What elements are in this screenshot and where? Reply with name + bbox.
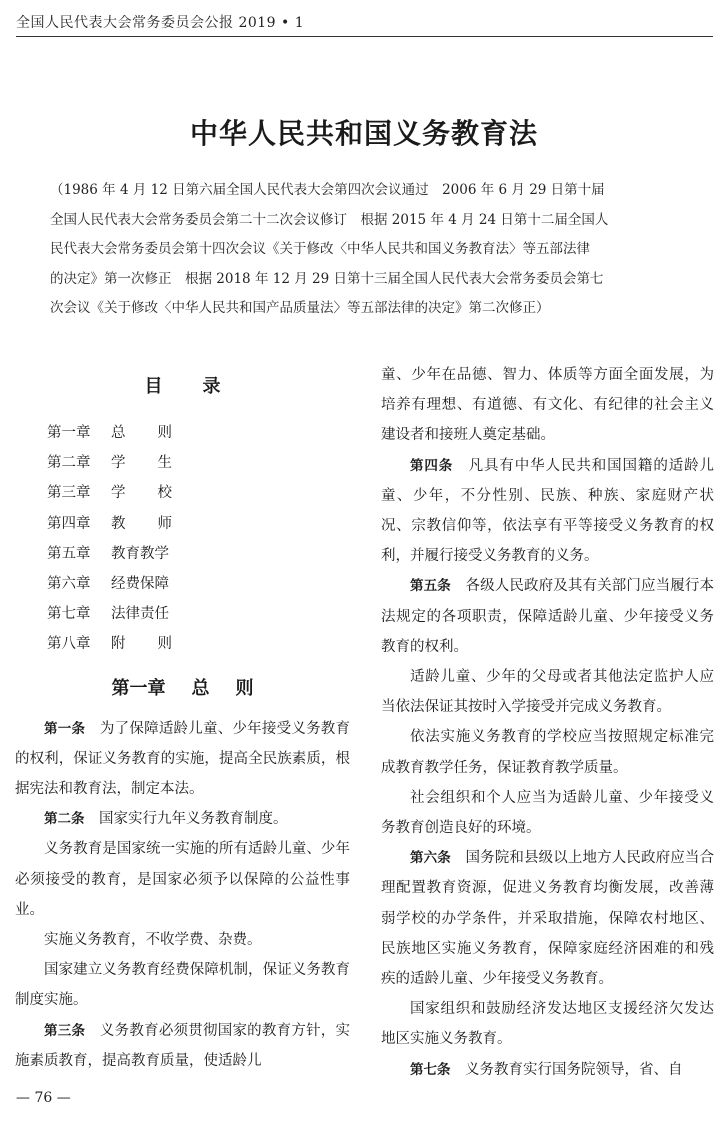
chapter-number: 第一章 (111, 677, 166, 699)
toc-title: 目录 (144, 376, 261, 397)
history-line: 民代表大会常务委员会第十四次会议《关于修改〈中华人民共和国义务教育法〉等五部法律 (50, 241, 590, 257)
toc-item (15, 509, 350, 539)
article-paragraph (381, 722, 714, 782)
left-column (15, 372, 350, 1076)
article-text: 为了保障适龄儿童、少年接受义务教育的权利，保证义务教育的实施，提高全民族素质，根据宪法和教育法，制定本法。 (15, 720, 351, 797)
article-text: 国务院和县级以上地方人民政府应当合理配置教育资源，促进义务教育均衡发展，改善薄弱学校的办学条件，并采取措施，保障农村地区、民族地区实施义务教育，保障家庭经济困难的和残疾的适龄儿童、少年接受义务教育。 (381, 850, 714, 988)
article-label: 第七条 (410, 1061, 451, 1078)
page-number: — 76 — (16, 1090, 71, 1106)
article-label: 第四条 (410, 457, 454, 474)
article-paragraph (381, 843, 714, 994)
article-paragraph (381, 662, 714, 722)
article-label: 第六条 (410, 850, 451, 867)
article-text: 适龄儿童、少年的父母或者其他法定监护人应当依法保证其按时入学接受并完成义务教育。 (381, 669, 714, 716)
article-text: 国家组织和鼓励经济发达地区支援经济欠发达地区实施义务教育。 (381, 1001, 714, 1048)
article-label: 第一条 (44, 720, 86, 737)
toc-item-number: 第五章 (47, 545, 91, 562)
article-text: 义务教育是国家统一实施的所有适龄儿童、少年必须接受的教育，是国家必须予以保障的公益性事业。 (15, 841, 350, 918)
article-text: 国家建立义务教育经费保障机制，保证义务教育制度实施。 (15, 962, 350, 1009)
article-paragraph (381, 783, 714, 843)
toc-item-name: 总则 (111, 425, 204, 441)
toc-item-number: 第八章 (47, 636, 91, 653)
article-paragraph (15, 1016, 350, 1076)
toc-item-name: 法律责任 (111, 606, 169, 623)
article-text: 社会组织和个人应当为适龄儿童、少年接受义务教育创造良好的环境。 (381, 789, 714, 837)
toc-item-name: 教育教学 (111, 545, 169, 562)
toc-item (15, 629, 350, 659)
chapter-name-part: 总 (191, 677, 210, 699)
law-title: 中华人民共和国义务教育法 (189, 117, 538, 150)
article-text: 义务教育必须贯彻国家的教育方针，实施素质教育，提高教育质量，使适龄儿 (15, 1022, 351, 1069)
article-paragraph (15, 714, 350, 805)
toc-item-name: 教师 (111, 515, 204, 532)
toc-item-number: 第四章 (47, 515, 91, 532)
toc-item (15, 478, 350, 508)
chapter-name-part: 则 (235, 677, 254, 699)
toc-item-number: 第二章 (47, 455, 91, 472)
toc-item (15, 418, 350, 448)
article-paragraph (15, 804, 350, 834)
toc-item-number: 第七章 (47, 606, 91, 623)
article-paragraph (15, 834, 350, 925)
article-text: 凡具有中华人民共和国国籍的适龄儿童、少年，不分性别、民族、种族、家庭财产状况、宗教信仰等，依法享有平等接受义务教育的权利，并履行接受义务教育的义务。 (381, 457, 715, 565)
article-label: 第五条 (410, 578, 451, 595)
toc-item-name: 学生 (111, 455, 204, 472)
history-line: 的决定》第一次修正 根据 2018 年 12 月 29 日第十三届全国人民代表大会常务委员会第七 (50, 270, 604, 287)
article-text: 国家实行九年义务教育制度。 (99, 811, 288, 828)
article-paragraph (381, 571, 714, 662)
article-label: 第二条 (44, 811, 85, 828)
toc-item-name: 经费保障 (111, 575, 169, 592)
toc-item (15, 599, 350, 629)
table-of-contents (15, 418, 350, 660)
article-text: 依法实施义务教育的学校应当按照规定标准完成教育教学任务，保证教育教学质量。 (381, 729, 714, 776)
toc-item-number: 第三章 (47, 485, 91, 502)
article-text: 实施义务教育，不收学费、杂费。 (44, 931, 262, 948)
article-paragraph (381, 1055, 714, 1085)
chapter-heading (15, 672, 350, 706)
amendment-history (50, 176, 686, 324)
toc-item-name: 附则 (111, 636, 204, 653)
history-line: 次会议《关于修改〈中华人民共和国产品质量法〉等五部法律的决定》第二次修正） (50, 300, 550, 316)
toc-item-name: 学校 (111, 485, 204, 502)
journal-header: 全国人民代表大会常务委员会公报 2019 • 1 (16, 15, 305, 31)
article-continuation: 童、少年在品德、智力、体质等方面全面发展，为培养有理想、有道德、有文化、有纪律的社会主义建设者和接班人奠定基础。 (381, 367, 714, 444)
header-rule (16, 36, 713, 37)
toc-item (15, 448, 350, 478)
article-paragraph (15, 925, 350, 955)
article-paragraph (15, 955, 350, 1015)
toc-item-number: 第一章 (47, 425, 91, 441)
toc-item (15, 569, 350, 599)
toc-item (15, 539, 350, 569)
article-paragraph (381, 451, 714, 572)
article-text: 各级人民政府及其有关部门应当履行本法规定的各项职责，保障适龄儿童、少年接受义务教育的权利。 (381, 578, 714, 655)
right-column (381, 360, 714, 1085)
toc-item-number: 第六章 (47, 575, 91, 592)
article-label: 第三条 (44, 1022, 86, 1039)
history-line: （1986 年 4 月 12 日第六届全国人民代表大会第四次会议通过 2006 年 6 月 29 日第十届 (50, 182, 605, 198)
article-text: 义务教育实行国务院领导，省、自 (465, 1061, 683, 1078)
history-line: 全国人民代表大会常务委员会第二十二次会议修订 根据 2015 年 4 月 24 日第十二届全国人 (50, 211, 609, 228)
article-paragraph (381, 994, 714, 1054)
